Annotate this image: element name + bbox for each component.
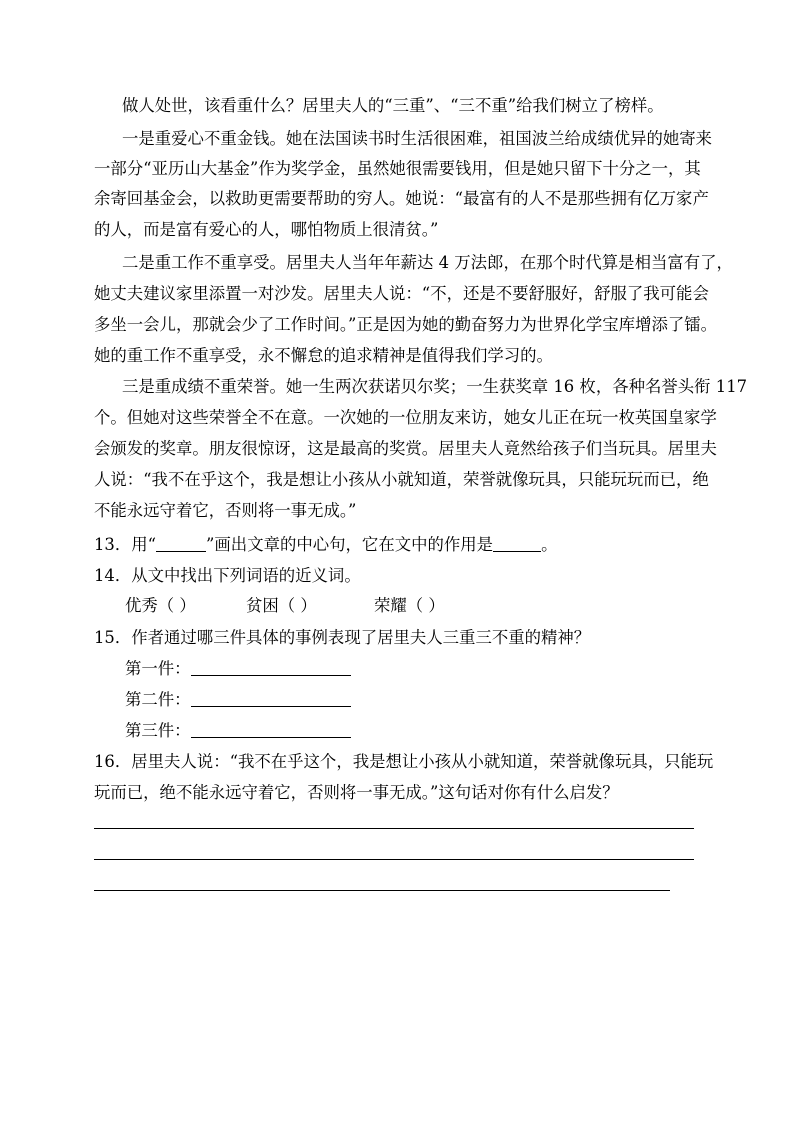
- question-16: 16．居里夫人说：“我不在乎这个，我是想让小孩从小就知道，荣誉就像玩具，只能玩: [94, 752, 714, 771]
- answer-line[interactable]: [94, 828, 694, 829]
- passage-line: 三是重成绩不重荣誉。她一生两次获诺贝尔奖；一生获奖章 16 枚，各种名誉头衔 117: [122, 377, 748, 396]
- event-label: 第一件：: [125, 659, 191, 678]
- passage-line: 做人处世，该看重什么？居里夫人的“三重”、“三不重”给我们树立了榜样。: [122, 96, 664, 115]
- passage-line: 个。但她对这些荣誉全不在意。一次她的一位朋友来访，她女儿正在玩一枚英国皇家学: [94, 408, 717, 427]
- passage-line: 一是重爱心不重金钱。她在法国读书时生活很困难，祖国波兰给成绩优异的她寄来: [122, 129, 713, 148]
- answer-blank[interactable]: [493, 535, 541, 552]
- question-13-suffix: 。: [541, 535, 558, 554]
- passage-line: 二是重工作不重享受。居里夫人当年年薪达 4 万法郎，在那个时代算是相当富有了，: [122, 253, 733, 272]
- passage-line: 多坐一会儿，那就会少了工作时间。”正是因为她的勤奋努力为世界化学宝库增添了镭。: [94, 315, 718, 334]
- question-16: 玩而已，绝不能永远守着它，否则将一事无成。”这句话对你有什么启发？: [94, 783, 619, 802]
- event-label: 第三件：: [125, 721, 191, 740]
- question-13-prefix: 13．用“: [94, 535, 157, 554]
- answer-blank[interactable]: [191, 721, 351, 738]
- question-15: 15．作者通过哪三件具体的事例表现了居里夫人三重三不重的精神？: [94, 628, 591, 647]
- answer-line[interactable]: [94, 859, 694, 860]
- event-item: [125, 721, 351, 741]
- question-14: 14．从文中找出下列词语的近义词。: [94, 566, 361, 585]
- synonym-item[interactable]: 优秀（ ）: [125, 596, 196, 615]
- synonym-item[interactable]: 贫困（ ）: [246, 596, 317, 615]
- passage-line: 余寄回基金会，以救助更需要帮助的穷人。她说：“最富有的人不是那些拥有亿万家产: [94, 189, 709, 208]
- mark-blank[interactable]: [156, 535, 206, 552]
- passage-line: 她丈夫建议家里添置一对沙发。居里夫人说：“不，还是不要舒服好，舒服了我可能会: [94, 284, 709, 303]
- passage-line: 不能永远守着它，否则将一事无成。”: [94, 501, 357, 520]
- answer-blank[interactable]: [191, 659, 351, 676]
- question-13-mid: ”画出文章的中心句，它在文中的作用是: [206, 535, 494, 554]
- answer-line[interactable]: [94, 890, 670, 891]
- passage-line: 她的重工作不重享受，永不懈怠的追求精神是值得我们学习的。: [94, 346, 553, 365]
- passage-line: 会颁发的奖章。朋友很惊讶，这是最高的奖赏。居里夫人竟然给孩子们当玩具。居里夫: [94, 439, 717, 458]
- event-item: [125, 690, 351, 710]
- event-label: 第二件：: [125, 690, 191, 709]
- event-item: [125, 659, 351, 679]
- question-13: [94, 535, 557, 555]
- answer-blank[interactable]: [191, 690, 351, 707]
- synonym-item[interactable]: 荣耀（ ）: [374, 596, 445, 615]
- passage-line: 的人，而是富有爱心的人，哪怕物质上很清贫。”: [94, 220, 439, 239]
- passage-line: 人说：“我不在乎这个，我是想让小孩从小就知道，荣誉就像玩具，只能玩玩而已，绝: [94, 470, 709, 489]
- passage-line: 一部分“亚历山大基金”作为奖学金，虽然她很需要钱用，但是她只留下十分之一，其: [94, 159, 701, 178]
